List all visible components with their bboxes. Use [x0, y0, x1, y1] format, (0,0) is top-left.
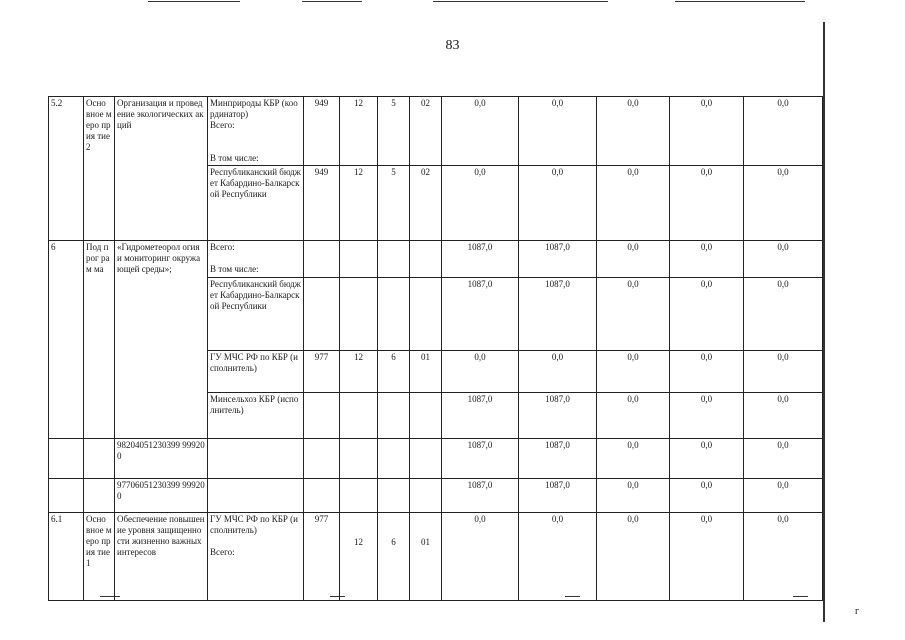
- page-right-edge: [823, 22, 825, 622]
- budget-code: 97706051230399 999200: [115, 479, 208, 513]
- grbs-code: 977: [304, 513, 340, 601]
- value-cell: 0,0: [670, 479, 744, 513]
- value-cell: 1087,0: [519, 439, 597, 479]
- incl-label: В том числе:: [210, 264, 259, 274]
- scan-mark: г: [855, 606, 860, 617]
- value-cell: 1087,0: [442, 439, 519, 479]
- pr-code: 6: [378, 513, 410, 601]
- executor-name: Минприроды КБР (координатор): [210, 98, 298, 119]
- table-row: [49, 479, 823, 513]
- value-cell: 1087,0: [519, 479, 597, 513]
- table-row: [49, 439, 823, 479]
- value-cell: 0,0: [442, 97, 519, 166]
- value-cell: 0,0: [670, 97, 744, 166]
- value-cell: 0,0: [744, 393, 823, 439]
- executor-name: ГУ МЧС РФ по КБР (исполнитель): [208, 351, 304, 393]
- csr-code: 02: [410, 97, 442, 166]
- grbs-code: 949: [304, 166, 340, 241]
- value-cell: 0,0: [670, 166, 744, 241]
- executor-cell: [208, 513, 304, 601]
- pr-code: 5: [378, 166, 410, 241]
- executor-cell: [208, 241, 304, 278]
- pr-code: 6: [378, 351, 410, 393]
- value-cell: 0,0: [442, 351, 519, 393]
- rz-code: 12: [340, 166, 378, 241]
- value-cell: 0,0: [519, 351, 597, 393]
- executor-name: Республиканский бюджет Кабардино-Балкарской Республики: [208, 278, 304, 351]
- budget-code: 98204051230399 999200: [115, 439, 208, 479]
- rz-code: 12: [340, 513, 378, 601]
- pr-code: 5: [378, 97, 410, 166]
- value-cell: 0,0: [597, 166, 670, 241]
- value-cell: 0,0: [744, 97, 823, 166]
- total-label: Всего:: [210, 547, 235, 557]
- value-cell: 1087,0: [442, 393, 519, 439]
- row-title: «Гидрометеорол огия и мониторинг окружающей среды»;: [115, 241, 208, 439]
- value-cell: 0,0: [442, 513, 519, 601]
- table-row: [49, 513, 823, 601]
- executor-cell: [208, 97, 304, 166]
- value-cell: 0,0: [670, 513, 744, 601]
- total-label: Всего:: [210, 120, 235, 130]
- value-cell: 1087,0: [442, 278, 519, 351]
- value-cell: 0,0: [597, 241, 670, 278]
- value-cell: 0,0: [442, 166, 519, 241]
- row-number: 6: [49, 241, 84, 439]
- table-row: [49, 97, 823, 166]
- value-cell: 0,0: [744, 351, 823, 393]
- scan-line: [302, 1, 362, 2]
- value-cell: 0,0: [744, 278, 823, 351]
- row-title: Обеспечение повышение уровня защищенности жизненно важных интересов: [115, 513, 208, 601]
- row-title: Организация и проведение экологических акций: [115, 97, 208, 241]
- table-row: [49, 241, 823, 278]
- value-cell: 0,0: [597, 351, 670, 393]
- value-cell: 0,0: [744, 166, 823, 241]
- row-type: Осно вное меро прия тие 1: [84, 513, 115, 601]
- value-cell: 0,0: [597, 479, 670, 513]
- rz-code: 12: [340, 351, 378, 393]
- value-cell: 0,0: [744, 513, 823, 601]
- value-cell: 0,0: [744, 479, 823, 513]
- scan-line: [148, 1, 240, 2]
- value-cell: 0,0: [597, 513, 670, 601]
- row-type: Осно вное меро прия тие 2: [84, 97, 115, 241]
- value-cell: 0,0: [670, 351, 744, 393]
- csr-code: 01: [410, 351, 442, 393]
- executor-name: Минсельхоз КБР (исполнитель): [208, 393, 304, 439]
- row-number: 6.1: [49, 513, 84, 601]
- budget-table: [48, 96, 823, 601]
- scan-line: [675, 1, 805, 2]
- scan-line: [433, 1, 608, 2]
- incl-label: В том числе:: [210, 153, 259, 163]
- value-cell: 0,0: [744, 439, 823, 479]
- value-cell: 0,0: [519, 513, 597, 601]
- value-cell: 1087,0: [442, 241, 519, 278]
- value-cell: 0,0: [519, 97, 597, 166]
- value-cell: 0,0: [670, 278, 744, 351]
- grbs-code: 977: [304, 351, 340, 393]
- row-number: 5.2: [49, 97, 84, 241]
- page-number: 83: [445, 38, 460, 53]
- csr-code: 01: [410, 513, 442, 601]
- value-cell: 0,0: [519, 166, 597, 241]
- value-cell: 0,0: [670, 439, 744, 479]
- value-cell: 0,0: [670, 393, 744, 439]
- rz-code: 12: [340, 97, 378, 166]
- csr-code: 02: [410, 166, 442, 241]
- value-cell: 0,0: [670, 241, 744, 278]
- total-label: Всего:: [210, 242, 235, 252]
- value-cell: 1087,0: [519, 393, 597, 439]
- grbs-code: 949: [304, 97, 340, 166]
- value-cell: 0,0: [744, 241, 823, 278]
- value-cell: 0,0: [597, 278, 670, 351]
- value-cell: 1087,0: [519, 278, 597, 351]
- executor-name: Республиканский бюджет Кабардино-Балкарской Республики: [208, 166, 304, 241]
- row-type: Под прог рам ма: [84, 241, 115, 439]
- value-cell: 0,0: [597, 393, 670, 439]
- value-cell: 1087,0: [442, 479, 519, 513]
- value-cell: 0,0: [597, 97, 670, 166]
- value-cell: 1087,0: [519, 241, 597, 278]
- value-cell: 0,0: [597, 439, 670, 479]
- executor-name: ГУ МЧС РФ по КБР (исполнитель): [210, 514, 298, 535]
